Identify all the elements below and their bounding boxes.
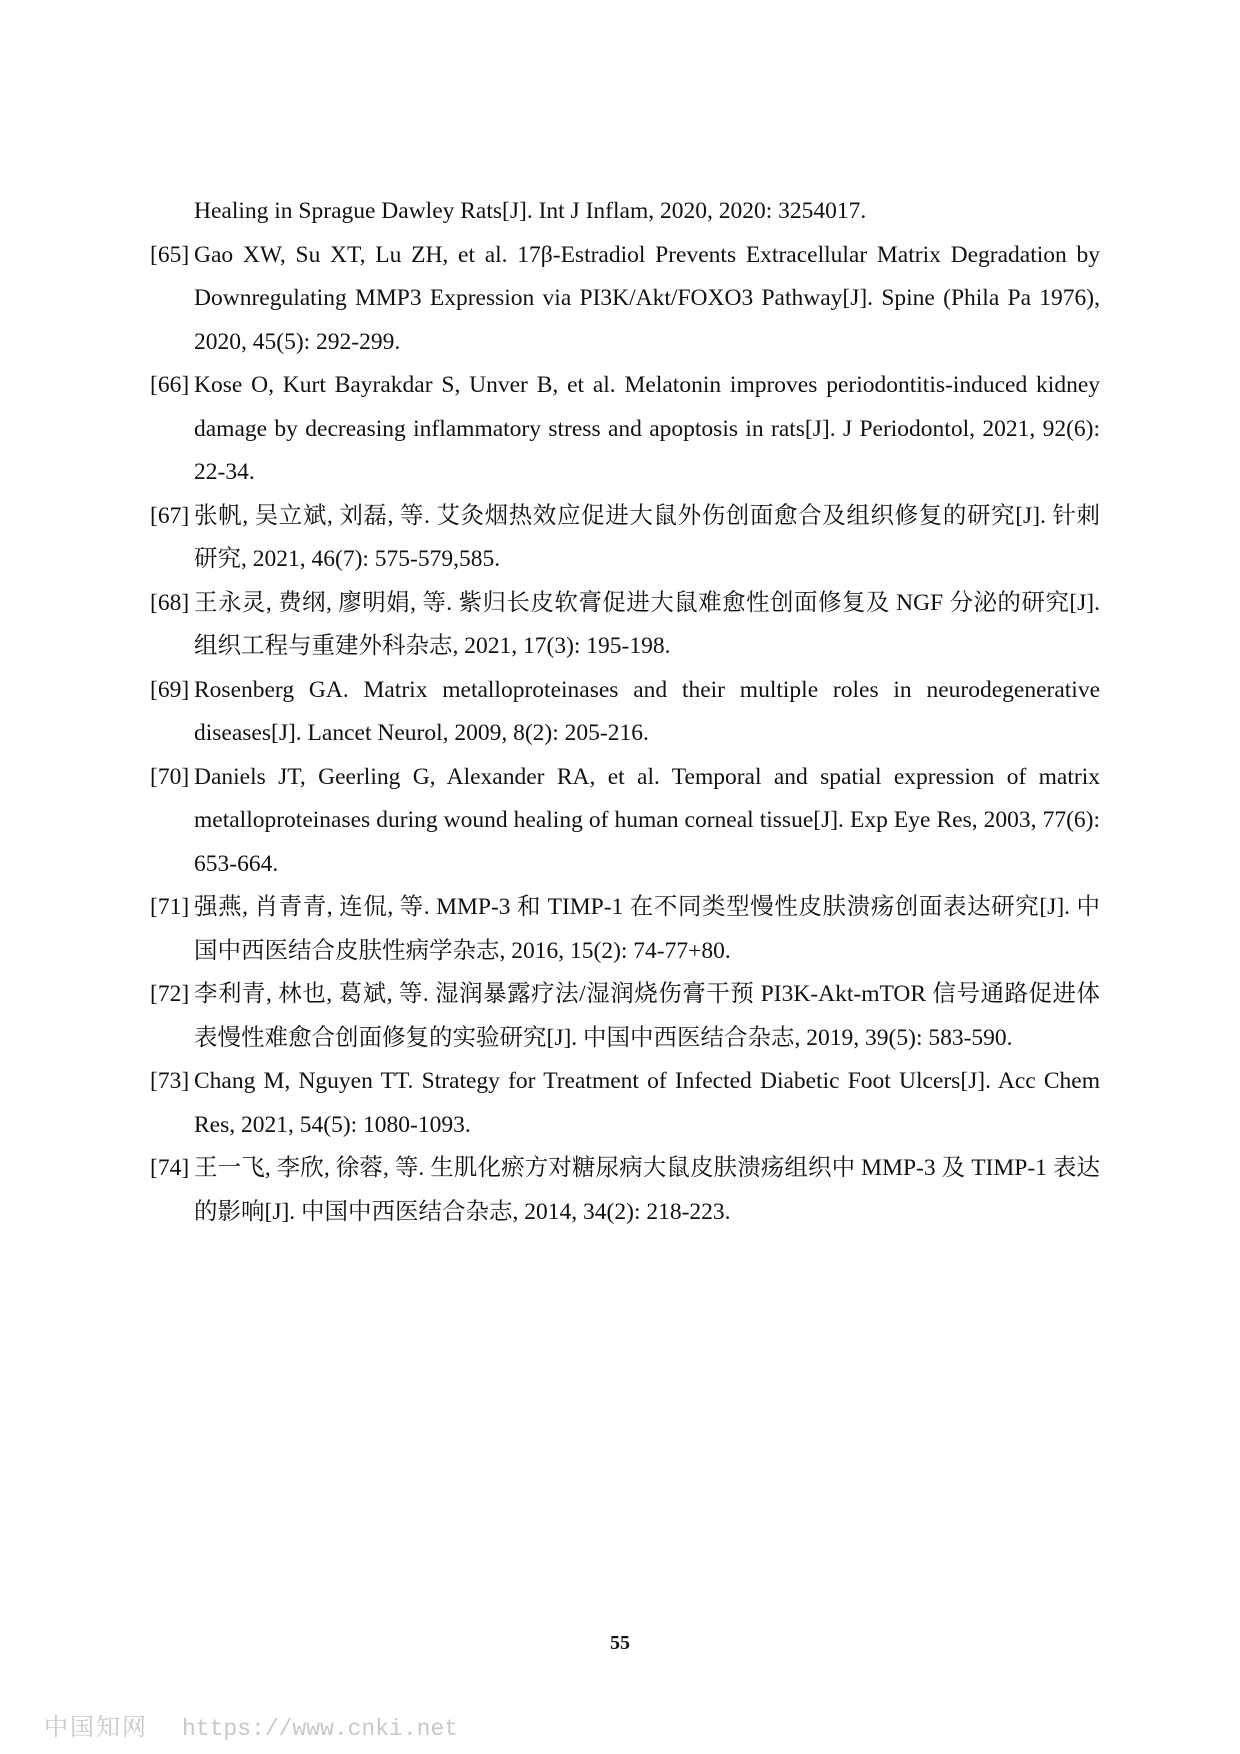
reference-entry-70 (150, 756, 1100, 887)
reference-entry-68 (150, 582, 1100, 669)
reference-text: Daniels JT, Geerling G, Alexander RA, et al. Temporal and spatial expression of matrix metalloproteinases during wound healing of human corneal tissue[J]. Exp Eye Res, 2003, 77(6): 653-664. (194, 763, 1100, 877)
reference-continuation: Healing in Sprague Dawley Rats[J]. Int J Inflam, 2020, 2020: 3254017. (194, 198, 867, 224)
reference-entry-65 (150, 234, 1100, 365)
reference-text: 李利青, 林也, 葛斌, 等. 湿润暴露疗法/湿润烧伤膏干预 PI3K-Akt-mTOR 信号通路促进体表慢性难愈合创面修复的实验研究[J]. 中国中西医结合杂志, 2019, 39(5): 583-590. (194, 981, 1100, 1051)
reference-number: [73] (150, 1068, 190, 1094)
cnki-watermark (44, 1707, 458, 1742)
reference-entry-74 (150, 1147, 1100, 1234)
reference-entry-73 (150, 1060, 1100, 1147)
reference-entry-71 (150, 886, 1100, 973)
reference-number: [68] (150, 589, 190, 616)
reference-text: Chang M, Nguyen TT. Strategy for Treatment of Infected Diabetic Foot Ulcers[J]. Acc Chem Res, 2021, 54(5): 1080-1093. (194, 1068, 1100, 1138)
reference-entry-69 (150, 669, 1100, 756)
reference-number: [69] (150, 676, 190, 703)
reference-text: Rosenberg GA. Matrix metalloproteinases and their multiple roles in neurodegenerative diseases[J]. Lancet Neurol, 2009, 8(2): 205-216. (194, 676, 1100, 746)
reference-number: [74] (150, 1155, 190, 1181)
watermark-url: https://www.cnki.net (182, 1716, 459, 1742)
reference-text: 王一飞, 李欣, 徐蓉, 等. 生肌化瘀方对糖尿病大鼠皮肤溃疡组织中 MMP-3 及 TIMP-1 表达的影响[J]. 中国中西医结合杂志, 2014, 34(2): 218-223. (194, 1155, 1100, 1225)
reference-entry-72 (150, 973, 1100, 1060)
reference-number: [67] (150, 502, 190, 529)
reference-number: [71] (150, 894, 190, 920)
reference-entry-67 (150, 495, 1100, 582)
reference-number: [65] (150, 241, 190, 268)
reference-number: [72] (150, 981, 190, 1007)
page-number: 55 (610, 1632, 630, 1654)
reference-number: [66] (150, 372, 190, 398)
reference-number: [70] (150, 763, 190, 790)
reference-text: Kose O, Kurt Bayrakdar S, Unver B, et al. Melatonin improves periodontitis-induced kidney damage by decreasing inflammatory stress and apoptosis in rats[J]. J Periodontol, 2021, 92(6): 22-34. (194, 372, 1100, 485)
reference-entry-66 (150, 364, 1100, 495)
reference-text: 张帆, 吴立斌, 刘磊, 等. 艾灸烟热效应促进大鼠外伤创面愈合及组织修复的研究[J]. 针刺研究, 2021, 46(7): 575-579,585. (194, 502, 1100, 572)
reference-text: Gao XW, Su XT, Lu ZH, et al. 17β-Estradiol Prevents Extracellular Matrix Degradation by Downregulating MMP3 Expression via PI3K/Akt/FOXO3 Pathway[J]. Spine (Phila Pa 1976), 2020, 45(5): 292-299. (194, 241, 1100, 355)
reference-list (150, 190, 1100, 1234)
watermark-brand: 中国知网 (44, 1713, 148, 1741)
reference-text: 王永灵, 费纲, 廖明娟, 等. 紫归长皮软膏促进大鼠难愈性创面修复及 NGF 分泌的研究[J]. 组织工程与重建外科杂志, 2021, 17(3): 195-198. (194, 589, 1100, 659)
reference-text: 强燕, 肖青青, 连侃, 等. MMP-3 和 TIMP-1 在不同类型慢性皮肤溃疡创面表达研究[J]. 中国中西医结合皮肤性病学杂志, 2016, 15(2): 74-77+80. (194, 894, 1100, 964)
